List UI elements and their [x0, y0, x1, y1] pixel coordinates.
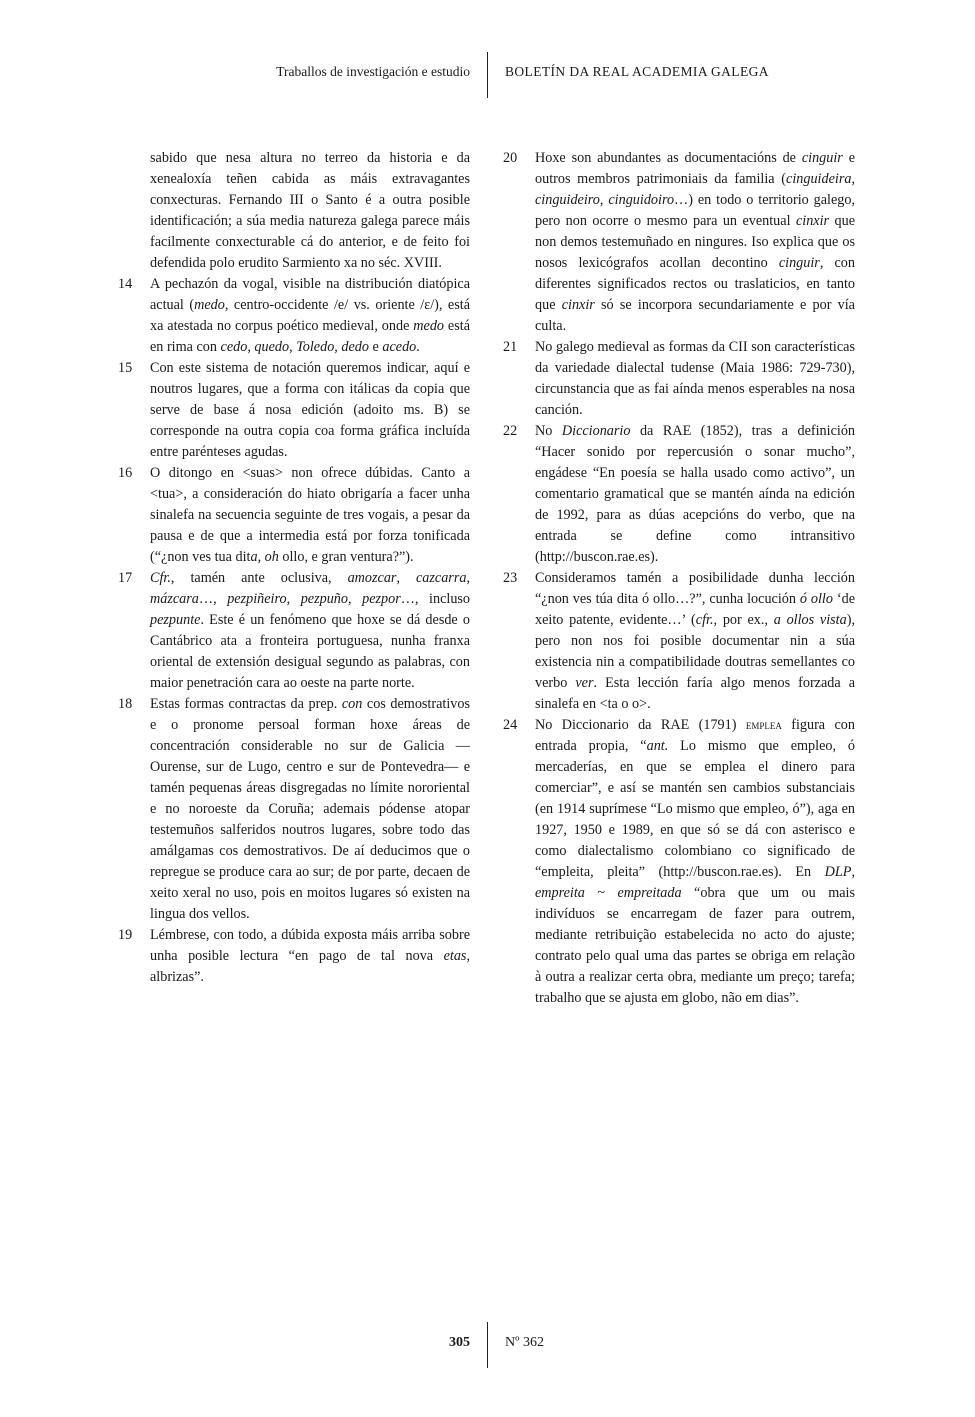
- fn-text: A pechazón da vogal, visible na distribución diatópica actual (: [150, 276, 470, 313]
- fn-text: , por ex.,: [713, 612, 774, 628]
- fn-text: …,: [198, 591, 228, 607]
- fn-italic: cinxir: [795, 213, 830, 229]
- fn-text: ,: [247, 339, 255, 355]
- fn-text: Lémbrese, con todo, a dúbida exposta máis arriba sobre unha posible lectura “en pago de tal nova: [150, 927, 470, 964]
- fn-italic: cinguir: [778, 255, 820, 271]
- fn-text: ollo, e gran ventura?”).: [278, 549, 414, 565]
- fn-text: Estas formas contractas da prep.: [150, 696, 342, 712]
- fn-text: ,: [851, 864, 855, 880]
- footnote-number: 20: [503, 150, 518, 166]
- fn-italic: medo: [413, 318, 445, 334]
- running-header-section: Traballos de investigación e estudio: [276, 64, 470, 79]
- footnote-number: 16: [118, 465, 133, 481]
- fn-italic: cedo: [220, 339, 248, 355]
- fn-italic: pezpor: [362, 591, 401, 607]
- issue-number: Nº 362: [505, 1335, 544, 1350]
- fn-text: ,: [286, 591, 301, 607]
- fn-italic: ver: [575, 675, 594, 691]
- fn-text: está en rima con: [150, 318, 470, 355]
- fn-italic: quedo: [254, 339, 290, 355]
- footnote-21: [503, 337, 855, 421]
- fn-italic: DLP: [824, 864, 852, 880]
- footnote-15: [118, 358, 470, 463]
- fn-text: No: [535, 423, 562, 439]
- footnote-number: 23: [503, 570, 518, 586]
- footnote-number: 17: [118, 570, 133, 586]
- footnote-19: [118, 925, 470, 988]
- footnote-23: [503, 568, 855, 715]
- footnote-20: [503, 148, 855, 337]
- fn-text: No Diccionario da RAE (1791): [535, 717, 746, 733]
- fn-italic: cinguideira: [786, 171, 852, 187]
- fn-italic: pezpiñeiro: [227, 591, 287, 607]
- fn-italic: a, oh: [250, 549, 279, 565]
- fn-text: e outros membros patrimoniais da familia (: [535, 150, 855, 187]
- fn-text: ,: [334, 339, 342, 355]
- fn-text: . Esta lección faría algo menos forzada a sinalefa en <ta o o>.: [535, 675, 855, 712]
- footnote-number: 15: [118, 360, 133, 376]
- fn-italic: empreitada: [617, 885, 682, 901]
- fn-italic: con: [341, 696, 363, 712]
- fn-italic: a ollos vista: [773, 612, 847, 628]
- fn-text: Con este sistema de notación queremos indicar, aquí e noutros lugares, que a forma con itálicas da copia que serve de base á nosa edición (adoito ms. B) se corresponde na outra copia coa forma gráfica incluída entre parénteses agudas.: [150, 360, 470, 460]
- page-number: 305: [449, 1335, 470, 1350]
- fn-text: Hoxe son abundantes as documentacións de: [535, 150, 802, 166]
- fn-text: , albrizas”.: [150, 948, 470, 985]
- footnote-16: [118, 463, 470, 568]
- fn-text: …, incluso: [400, 591, 471, 607]
- footnote-number: 18: [118, 696, 133, 712]
- fn-italic: cinguidoiro: [608, 192, 675, 208]
- fn-text: ,: [851, 171, 855, 187]
- fn-italic: empreita: [535, 885, 585, 901]
- footnote-text: sabido que nesa altura no terreo da historia e da xenealoxía teñen cabida as máis extravagantes conxecturas. Fernando III o Santo é a outra posible identificación; a súa media natureza galega parece máis facilmente conxecturable cá do anterior, e de feito foi defendida polo erudito Sarmiento xa no séc. XVIII.: [150, 150, 470, 271]
- fn-text: ,: [289, 339, 297, 355]
- fn-text: cos demostrativos e o pronome persoal forman hoxe áreas de concentración considerable no sur de Galicia —Ourense, sur de Lugo, centro e sur de Pontevedra— e tamén pequenas áreas disgregadas no límite nororiental e no noroeste da Coruña; ademais pódense atopar testemuños salferidos noutros lugares, sobre todo das amálgamas cos demostrativos. De aí deducimos que o repregue se produce cara ao sur; de por parte, decaen de xeito xeral no uso, pois en moitos lugares só existen na lingua dos vellos.: [150, 696, 470, 922]
- running-header-journal: BOLETÍN DA REAL ACADEMIA GALEGA: [505, 64, 769, 79]
- footnote-14: [118, 274, 470, 358]
- fn-text: ~: [584, 885, 618, 901]
- footer-divider: [487, 1322, 488, 1368]
- fn-italic: mázcara: [150, 591, 199, 607]
- footnote-13-continuation: [118, 148, 470, 274]
- fn-italic: Toledo: [296, 339, 335, 355]
- fn-smallcaps: emplea: [745, 718, 782, 732]
- fn-text: ,: [347, 591, 363, 607]
- fn-italic: medo: [194, 297, 225, 313]
- fn-text: da RAE (1852), tras a definición “Hacer sonido por repercusión o sonar mucho”, engádese “En poesía se halla usado como activo”, un comentario gramatical que se mantén aínda na edición de 1992, para as dúas acepcións do verbo, que na entrada se define como intransitivo (http://buscon.rae.es).: [535, 423, 856, 565]
- fn-text: figura con entrada propia, “: [535, 717, 855, 754]
- fn-text: só se incorpora secundariamente e por vía culta.: [535, 297, 855, 334]
- fn-text: ‘de xeito patente, evidente…’ (: [535, 591, 855, 628]
- fn-italic: acedo: [382, 339, 417, 355]
- header-divider: [487, 52, 488, 98]
- fn-italic: cazcarra: [416, 570, 467, 586]
- fn-text: “obra que um ou mais indivíduos se encarregam de fazer para outrem, mediante retribuição estabelecida no acto do ajuste; contrato pelo qual uma das partes se obriga em relação à outra a realizar certa obra, mediante um preço; tarefa; trabalho que se ajusta em globo, não em dias”.: [535, 885, 855, 1006]
- fn-italic: Diccionario: [561, 423, 631, 439]
- fn-text: Lo mismo que empleo, ó mercaderías, en que se emplea el dinero para comerciar”, e así se mantén sen cambios substanciais (en 1914 suprímese “Lo mismo que empleo, ó”), aga en 1927, 1950 e 1989, en que só se dá con asterisco e como dialectalismo colombiano co significado de “empleita, pleita” (http://buscon.rae.es). En: [535, 738, 855, 880]
- fn-italic: etas: [443, 948, 467, 964]
- fn-text: ,: [466, 570, 470, 586]
- fn-italic: ó ollo: [799, 591, 833, 607]
- fn-italic: cinguideiro: [535, 192, 600, 208]
- footnote-number: 22: [503, 423, 518, 439]
- fn-text: ,: [599, 192, 609, 208]
- footnote-number: 19: [118, 927, 133, 943]
- footnote-number: 14: [118, 276, 133, 292]
- footnote-24: [503, 715, 855, 1009]
- fn-text: , tamén ante oclusiva,: [170, 570, 348, 586]
- footnote-17: [118, 568, 470, 694]
- footnote-number: 24: [503, 717, 518, 733]
- fn-italic: amozcar: [347, 570, 397, 586]
- footnote-22: [503, 421, 855, 568]
- fn-text: . Este é un fenómeno que hoxe se dá desde o Cantábrico ata a fronteira portuguesa, nunha franxa oriental de extensión desigual segundo as palabras, con maior penetración cara ao oeste na parte norte.: [150, 612, 470, 691]
- fn-text: Consideramos tamén a posibilidade dunha lección “¿non ves túa dita ó ollo…?”, cunha locución: [535, 570, 855, 607]
- fn-text: ), pero non nos foi posible documentar nin a súa existencia nin a compatibilidade doutras semellantes co verbo: [535, 612, 855, 691]
- footnotes-left-column: [118, 148, 470, 988]
- fn-text: e: [368, 339, 383, 355]
- fn-text: , con diferentes significados rectos ou traslaticios, en tanto que: [535, 255, 855, 313]
- fn-text: …) en todo o territorio galego, pero non ocorre o mesmo para un eventual: [535, 192, 856, 229]
- fn-italic: ant.: [646, 738, 669, 754]
- fn-text: O ditongo en <suas> non ofrece dúbidas. Canto a <tua>, a consideración do hiato obrigaría a facer unha sinalefa na secuencia seguinte de tres vogais, a pesar da pausa e de que a intermedia está por forza tonificada (“¿non ves tua dit: [150, 465, 470, 565]
- fn-italic: cinxir: [561, 297, 595, 313]
- fn-text: , centro-occidente /e/ vs. oriente /ɛ/), está xa atestada no corpus poético medieval, onde: [150, 297, 470, 334]
- fn-italic: cfr.: [695, 612, 714, 628]
- fn-text: .: [416, 339, 420, 355]
- footnotes-right-column: [503, 148, 855, 1009]
- fn-italic: pezpunte: [150, 612, 201, 628]
- fn-italic: Cfr.: [150, 570, 171, 586]
- footnote-number: 21: [503, 339, 518, 355]
- fn-italic: dedo: [341, 339, 369, 355]
- fn-text: ,: [396, 570, 416, 586]
- fn-text: No galego medieval as formas da CII son características da variedade dialectal tudense (Maia 1986: 729-730), circunstancia que as fai aínda menos esperables na nosa canción.: [535, 339, 855, 418]
- fn-text: que non demos testemuñado en ningures. Iso explica que os nosos lexicógrafos acollan decontino: [535, 213, 855, 271]
- footnote-18: [118, 694, 470, 925]
- fn-italic: pezpuño: [300, 591, 348, 607]
- fn-italic: cinguir: [801, 150, 843, 166]
